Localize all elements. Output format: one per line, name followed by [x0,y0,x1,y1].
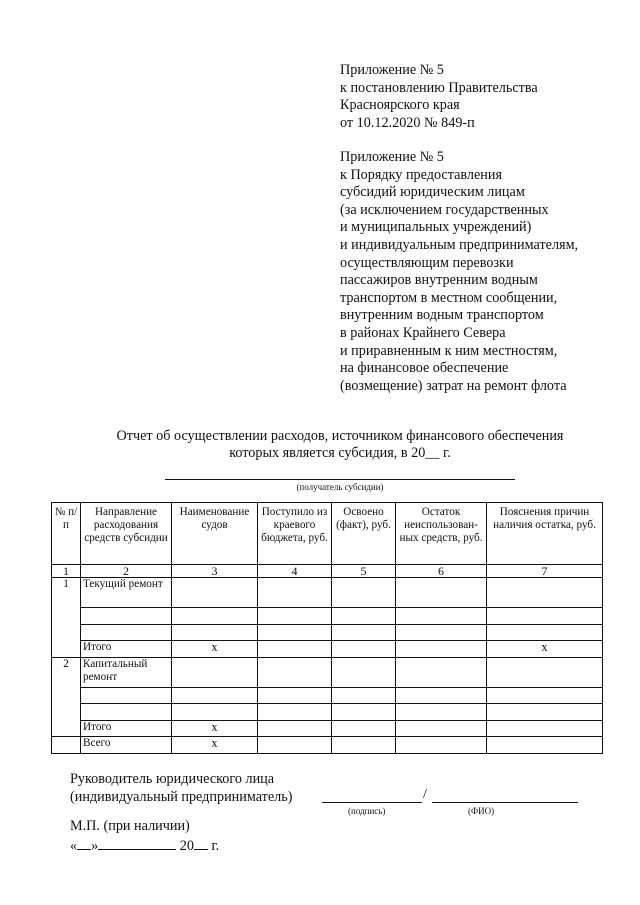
table-row [52,657,603,687]
table-cell [332,641,396,658]
signature-caption: (подпись) [348,806,386,816]
x-mark: x [487,641,603,658]
table-row [52,608,603,625]
table-cell [487,720,603,737]
table-header-row [52,503,603,565]
subtotal-row [52,720,603,737]
table-cell [396,720,487,737]
appendix-line: транспортом в местном сообщении, [340,289,558,306]
table-cell [487,737,603,754]
recipient-fill-line [165,479,515,480]
date-close-quote: » [91,838,99,854]
appendix-line: Красноярского края [340,97,460,114]
table-cell [172,578,258,608]
table-cell [172,608,258,625]
table-cell [396,578,487,608]
table-cell [332,624,396,641]
table-cell [258,737,332,754]
table-cell [396,657,487,687]
fio-fill-line [432,802,578,803]
table-cell [258,578,332,608]
appendix-line: осуществляющим перевозки [340,254,514,271]
table-cell [258,687,332,704]
year-prefix: 20 [179,838,194,854]
table-cell [172,624,258,641]
column-number: 5 [332,565,396,578]
appendix-line: от 10.12.2020 № 849-п [340,114,475,131]
section-name: Капитальный ремонт [81,657,172,687]
appendix-line: Приложение № 5 [340,149,444,165]
table-row [52,578,603,608]
header-direction: Направление расходования средств субсидии [81,503,172,565]
table-cell [258,657,332,687]
subtotal-row [52,641,603,658]
appendix-header-procedure [340,149,578,395]
appendix-line: пассажиров внутренним водным [340,272,538,289]
header-explanation: Пояснения причин наличия остатка, руб. [487,503,603,565]
appendix-header-resolution [340,62,538,132]
grand-total-label: Всего [81,737,172,754]
table-cell [332,657,396,687]
column-number: 1 [52,565,81,578]
appendix-line: (за исключением государственных [340,201,549,218]
table-cell [81,624,172,641]
table-cell [52,737,81,754]
table-cell [396,624,487,641]
recipient-caption: (получатель субсидии) [296,482,384,492]
report-title-line-2: которых является субсидия, в 20__ г. [229,445,451,462]
head-title-line-2: (индивидуальный предприниматель) [70,789,293,805]
subtotal-label: Итого [81,641,172,658]
column-number: 3 [172,565,258,578]
section-name: Текущий ремонт [81,578,172,608]
year-fill-line [194,836,208,850]
table-cell [258,704,332,721]
report-table [51,502,603,754]
subtotal-label: Итого [81,720,172,737]
header-received: Поступило из краевого бюджета, руб. [258,503,332,565]
table-cell [487,687,603,704]
column-number: 4 [258,565,332,578]
table-cell [332,737,396,754]
table-cell [487,608,603,625]
appendix-line: и муниципальных учреждений) [340,219,532,236]
signature-fill-line [322,802,422,803]
stamp-note: М.П. (при наличии) [70,818,190,834]
table-cell [258,624,332,641]
date-row [70,836,219,855]
appendix-line: на финансовое обеспечение [340,360,509,377]
table-cell [332,720,396,737]
header-spent: Освоено (факт), руб. [332,503,396,565]
table-cell [81,687,172,704]
table-cell [172,687,258,704]
table-cell [487,578,603,608]
table-cell [396,641,487,658]
table-row [52,687,603,704]
signature-separator: / [423,787,427,802]
table-cell [258,641,332,658]
table-cell [81,608,172,625]
x-mark: x [172,737,258,754]
appendix-line: (возмещение) затрат на ремонт флота [340,377,567,394]
head-title-line-1: Руководитель юридического лица [70,771,275,787]
table-cell [487,657,603,687]
appendix-line: субсидий юридическим лицам [340,184,525,201]
appendix-line: в районах Крайнего Севера [340,324,506,341]
grand-total-row [52,737,603,754]
column-number: 7 [487,565,603,578]
appendix-line: к постановлению Правительства [340,79,538,96]
table-cell [172,704,258,721]
month-fill-line [98,836,176,850]
table-cell [332,704,396,721]
appendix-line: и приравненным к ним местностям, [340,342,558,359]
table-cell [487,704,603,721]
table-cell [396,687,487,704]
appendix-line: к Порядку предоставления [340,166,502,183]
table-cell [396,704,487,721]
table-row [52,624,603,641]
table-cell [332,608,396,625]
header-balance: Остаток неиспользован-ных средств, руб. [396,503,487,565]
year-suffix: г. [211,838,220,854]
table-cell [396,737,487,754]
table-cell [258,720,332,737]
report-title-line-1: Отчет об осуществлении расходов, источником финансового обеспечения [116,428,564,444]
column-number-row [52,565,603,578]
table-cell [332,578,396,608]
header-num: № п/п [52,503,81,565]
report-title [60,428,620,463]
appendix-line: внутренним водным транспортом [340,307,544,324]
header-vessels: Наименование судов [172,503,258,565]
x-mark: x [172,720,258,737]
table-cell [258,608,332,625]
appendix-line: и индивидуальным предпринимателям, [340,236,579,253]
x-mark: x [172,641,258,658]
section-number: 1 [52,578,81,658]
date-open-quote: « [70,838,78,854]
section-number: 2 [52,657,81,737]
column-number: 2 [81,565,172,578]
table-cell [332,687,396,704]
fio-caption: (ФИО) [468,806,495,816]
table-row [52,704,603,721]
table-cell [81,704,172,721]
table-cell [487,624,603,641]
day-fill-line [77,836,91,850]
appendix-line: Приложение № 5 [340,62,444,78]
table-cell [396,608,487,625]
column-number: 6 [396,565,487,578]
table-cell [172,657,258,687]
